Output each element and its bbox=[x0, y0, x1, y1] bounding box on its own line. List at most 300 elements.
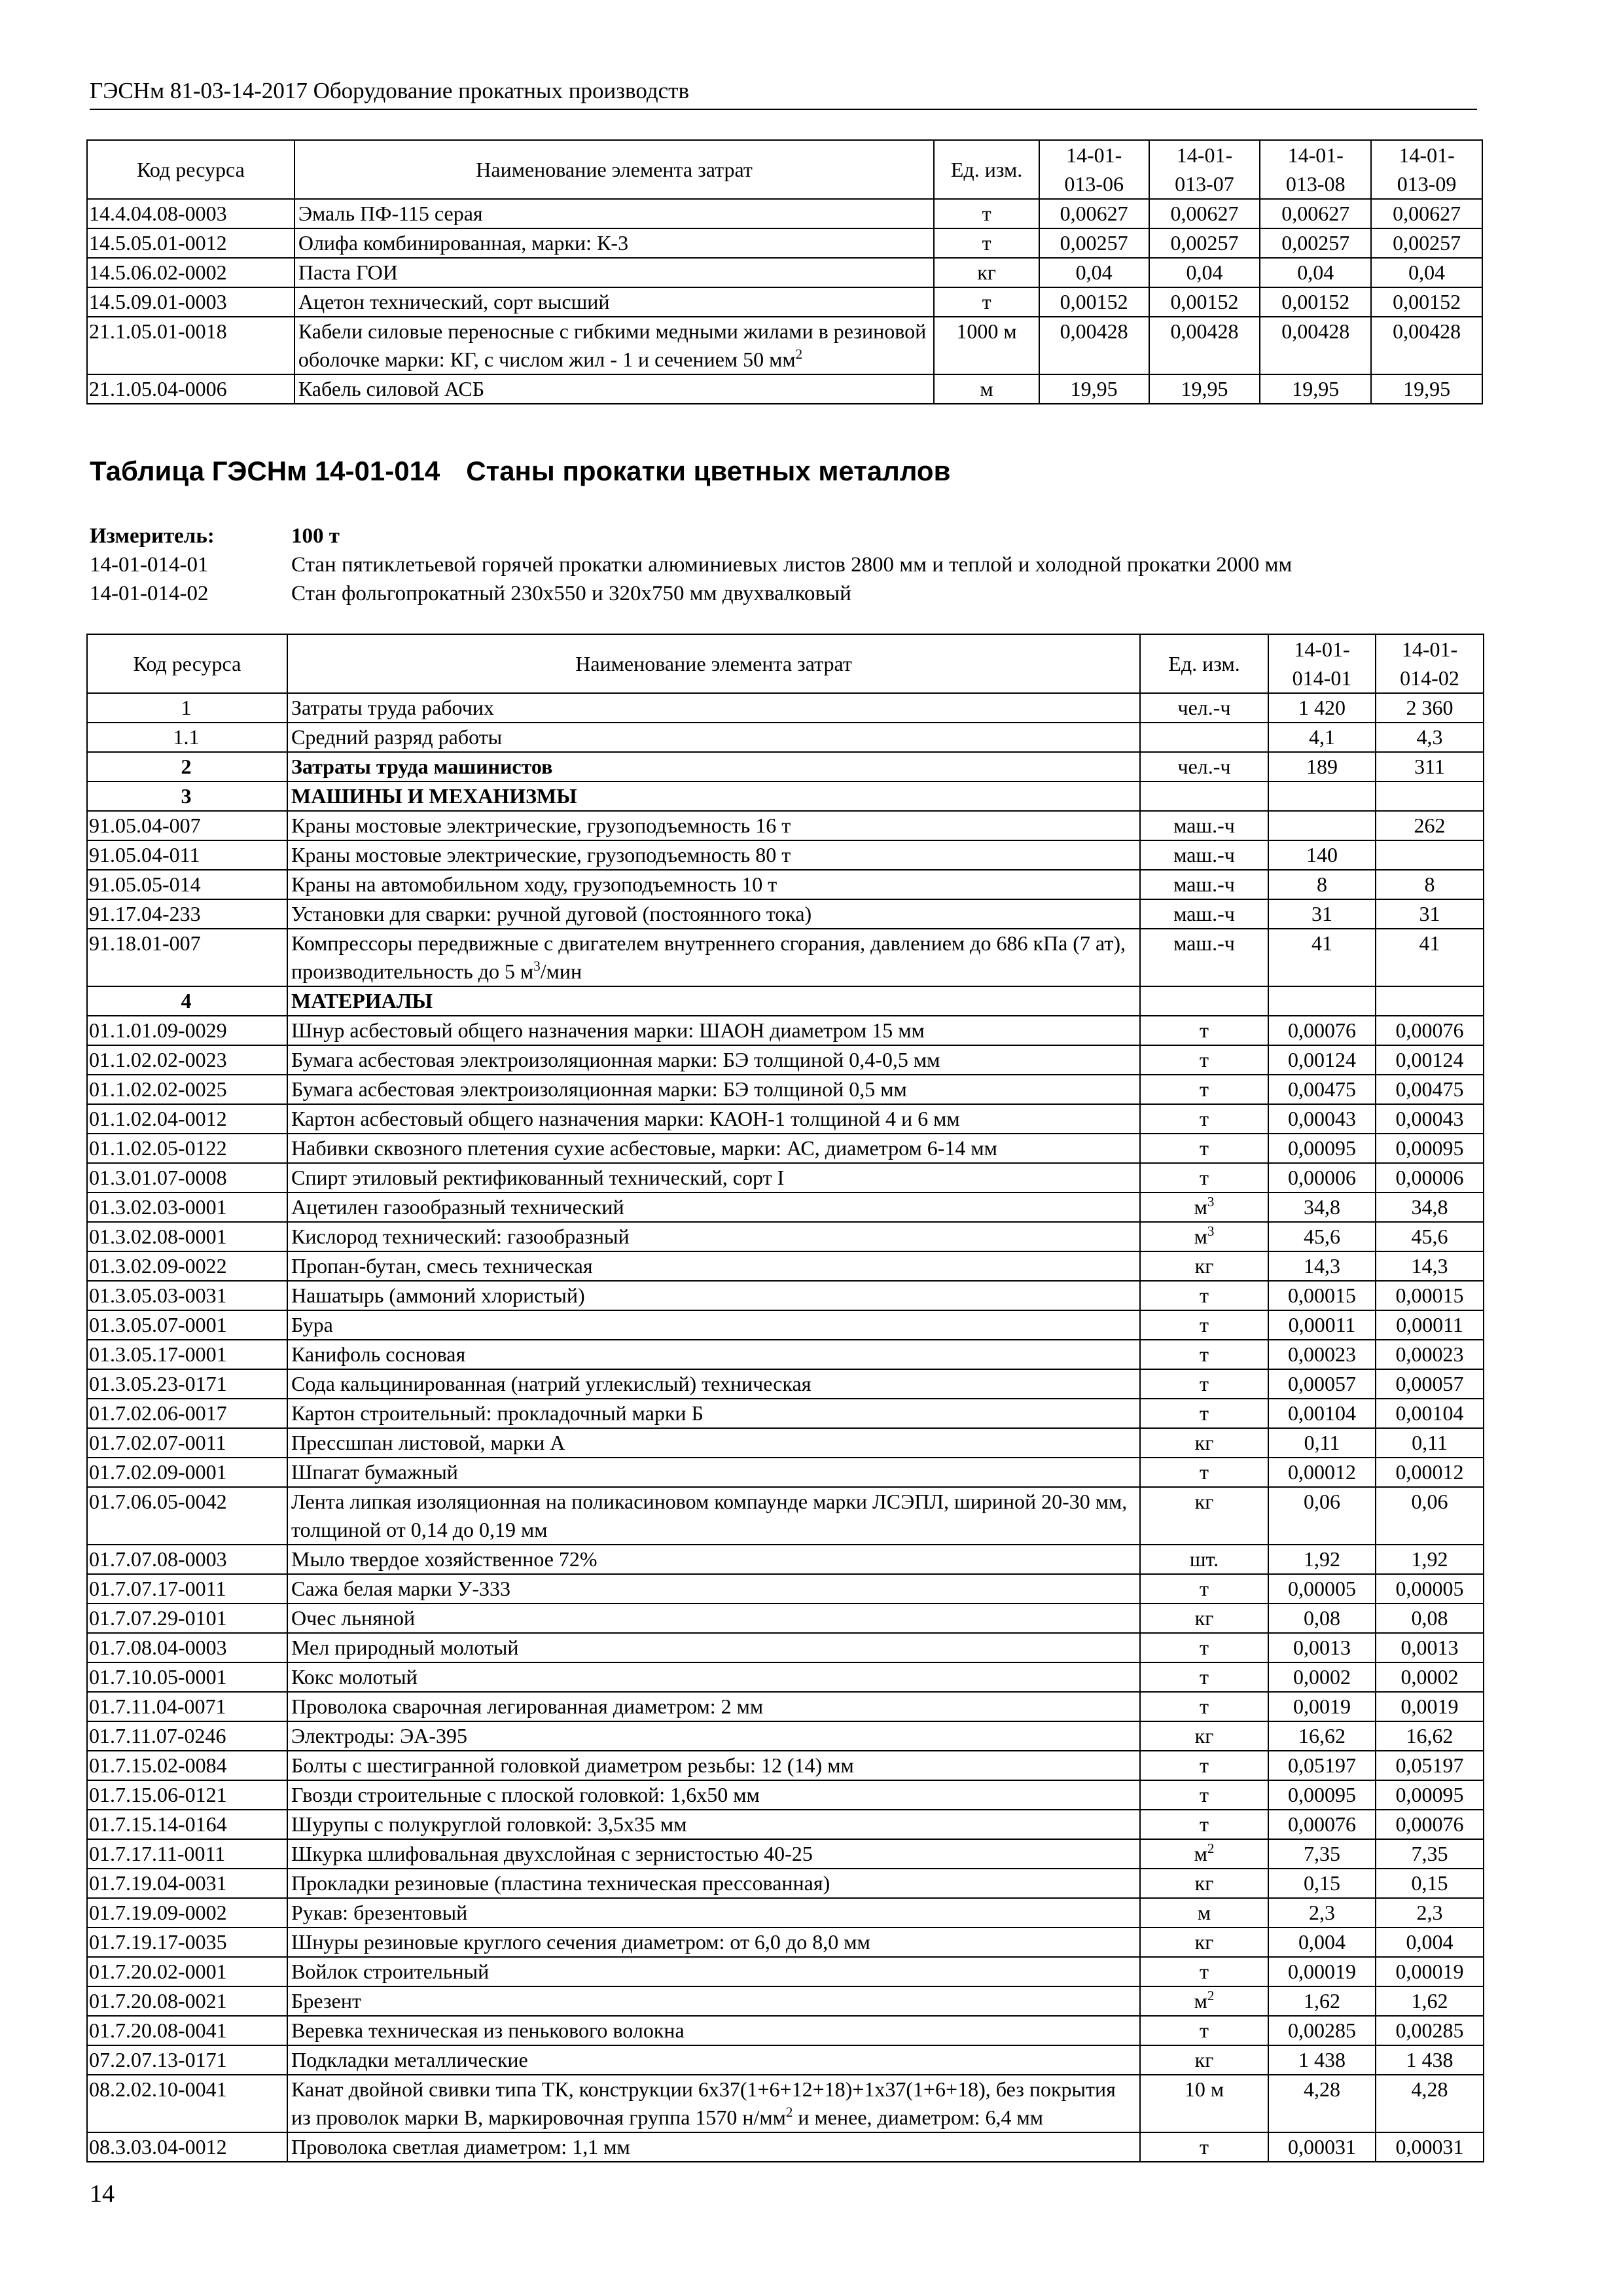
resource-code: 01.7.02.06-0017 bbox=[87, 1399, 287, 1428]
resource-value: 0,004 bbox=[1268, 1928, 1376, 1957]
resource-name: Краны мостовые электрические, грузоподъемность 80 т bbox=[287, 840, 1140, 870]
resource-code: 01.1.02.02-0025 bbox=[87, 1075, 287, 1104]
table-row bbox=[87, 1928, 1484, 1957]
resource-unit: т bbox=[1140, 1692, 1268, 1721]
table-row bbox=[87, 899, 1484, 929]
resource-value: 0,00095 bbox=[1268, 1780, 1376, 1810]
resource-unit: $м^2$ bbox=[1140, 1839, 1268, 1869]
table-row bbox=[87, 723, 1484, 752]
header-code: Код ресурса bbox=[87, 634, 287, 693]
resource-unit bbox=[1140, 723, 1268, 752]
resource-value: 0,004 bbox=[1376, 1928, 1484, 1957]
resource-value: 45,6 bbox=[1268, 1222, 1376, 1251]
resource-unit: т bbox=[1140, 1310, 1268, 1340]
resource-unit: т bbox=[1140, 1633, 1268, 1662]
table-row bbox=[87, 2016, 1484, 2045]
resource-name: Прокладки резиновые (пластина техническая прессованная) bbox=[287, 1869, 1140, 1898]
resource-value: 1 420 bbox=[1268, 693, 1376, 723]
resource-value: 1,92 bbox=[1376, 1545, 1484, 1574]
resource-code: 01.3.01.07-0008 bbox=[87, 1163, 287, 1193]
resource-name: Бура bbox=[287, 1310, 1140, 1340]
resource-value: 1 438 bbox=[1376, 2045, 1484, 2075]
resource-value: 4,3 bbox=[1376, 723, 1484, 752]
resource-value: 4,28 bbox=[1268, 2075, 1376, 2132]
resource-unit: $м^3$ bbox=[1140, 1222, 1268, 1251]
resource-value: 41 bbox=[1268, 929, 1376, 986]
variant-text: Стан фольгопрокатный 230х550 и 320х750 мм двухвалковый bbox=[291, 582, 851, 605]
resource-name: Лента липкая изоляционная на поликасиновом компаунде марки ЛСЭПЛ, шириной 20-30 мм, толщиной от 0,14 до 0,19 мм bbox=[287, 1487, 1140, 1545]
resource-code: 14.5.09.01-0003 bbox=[87, 287, 294, 317]
resource-value: 0,04 bbox=[1371, 258, 1482, 287]
table-row bbox=[87, 1281, 1484, 1310]
resource-value: 0,00428 bbox=[1260, 317, 1371, 374]
resource-code: 01.7.15.06-0121 bbox=[87, 1780, 287, 1810]
resource-value: 2 360 bbox=[1376, 693, 1484, 723]
resource-unit bbox=[1140, 781, 1268, 811]
resource-value: 0,00023 bbox=[1376, 1340, 1484, 1369]
resource-value: 4,1 bbox=[1268, 723, 1376, 752]
table-row bbox=[87, 1428, 1484, 1458]
resource-value: 19,95 bbox=[1260, 374, 1371, 404]
resource-unit: т bbox=[1140, 1340, 1268, 1369]
resource-value: 0,06 bbox=[1268, 1487, 1376, 1545]
resource-name: Гвозди строительные с плоской головкой: 1,6х50 мм bbox=[287, 1780, 1140, 1810]
resource-code: 01.7.15.14-0164 bbox=[87, 1810, 287, 1839]
resource-name: Войлок строительный bbox=[287, 1957, 1140, 1986]
variant-code: 14-01-014-02 bbox=[90, 582, 209, 605]
table-body bbox=[87, 199, 1482, 404]
table-row bbox=[87, 2132, 1484, 2162]
resource-name: Проволока сварочная легированная диаметром: 2 мм bbox=[287, 1692, 1140, 1721]
resource-unit: т bbox=[1140, 2132, 1268, 2162]
resource-unit: т bbox=[1140, 1810, 1268, 1839]
resource-name: Сажа белая марки У-333 bbox=[287, 1574, 1140, 1604]
resource-value: 1,62 bbox=[1268, 1986, 1376, 2016]
resource-value bbox=[1268, 781, 1376, 811]
resource-name: Спирт этиловый ректификованный технический, сорт I bbox=[287, 1163, 1140, 1193]
resource-unit: т bbox=[1140, 1458, 1268, 1487]
table-row bbox=[87, 1986, 1484, 2016]
resource-code: 01.1.02.05-0122 bbox=[87, 1134, 287, 1163]
resource-value: 0,08 bbox=[1376, 1604, 1484, 1633]
table-row bbox=[87, 1075, 1484, 1104]
resource-value: 0,00257 bbox=[1371, 228, 1482, 258]
resource-value: 0,15 bbox=[1268, 1869, 1376, 1898]
resource-value: 0,00627 bbox=[1260, 199, 1371, 228]
resource-value: 0,0019 bbox=[1268, 1692, 1376, 1721]
table-row bbox=[87, 1251, 1484, 1281]
table-title-label: Таблица ГЭСНм 14-01-014 bbox=[90, 456, 440, 486]
resource-value: 0,00257 bbox=[1260, 228, 1371, 258]
resource-value: 0,00031 bbox=[1376, 2132, 1484, 2162]
resource-code: 1 bbox=[87, 693, 287, 723]
table-row bbox=[87, 752, 1484, 781]
resource-unit: т bbox=[1140, 1134, 1268, 1163]
resource-code: 91.05.04-007 bbox=[87, 811, 287, 840]
resource-unit: маш.-ч bbox=[1140, 899, 1268, 929]
measure-block bbox=[90, 522, 1292, 608]
resource-value: 0,11 bbox=[1376, 1428, 1484, 1458]
resource-name: Мел природный молотый bbox=[287, 1633, 1140, 1662]
resource-value: 16,62 bbox=[1268, 1721, 1376, 1751]
resource-name: Установки для сварки: ручной дуговой (постоянного тока) bbox=[287, 899, 1140, 929]
resource-value: 0,0013 bbox=[1376, 1633, 1484, 1662]
resource-value: 34,8 bbox=[1376, 1193, 1484, 1222]
table-row bbox=[87, 929, 1484, 986]
resource-value bbox=[1376, 840, 1484, 870]
table-row bbox=[87, 1134, 1484, 1163]
resource-value: 19,95 bbox=[1039, 374, 1149, 404]
resource-value: 8 bbox=[1268, 870, 1376, 899]
resource-value: 0,00076 bbox=[1268, 1016, 1376, 1045]
table-row bbox=[87, 1310, 1484, 1340]
table-row bbox=[87, 1222, 1484, 1251]
resource-code: 4 bbox=[87, 986, 287, 1016]
resource-unit: кг bbox=[1140, 1428, 1268, 1458]
resource-unit: кг bbox=[1140, 2045, 1268, 2075]
resource-unit: маш.-ч bbox=[1140, 840, 1268, 870]
resource-value: 0,00095 bbox=[1376, 1134, 1484, 1163]
resource-unit: т bbox=[1140, 1075, 1268, 1104]
resource-code: 01.7.07.29-0101 bbox=[87, 1604, 287, 1633]
resource-name: Электроды: ЭА-395 bbox=[287, 1721, 1140, 1751]
resource-code: 2 bbox=[87, 752, 287, 781]
resource-code: 01.3.05.03-0031 bbox=[87, 1281, 287, 1310]
resource-code: 01.7.11.04-0071 bbox=[87, 1692, 287, 1721]
resource-value: 0,00031 bbox=[1268, 2132, 1376, 2162]
resource-value: 0,00124 bbox=[1376, 1045, 1484, 1075]
resource-unit: м bbox=[934, 374, 1039, 404]
resource-unit: м bbox=[1140, 1898, 1268, 1928]
resource-code: 01.7.07.17-0011 bbox=[87, 1574, 287, 1604]
header-name: Наименование элемента затрат bbox=[294, 140, 934, 199]
resource-name: Брезент bbox=[287, 1986, 1140, 2016]
resource-value: 0,00627 bbox=[1371, 199, 1482, 228]
resource-value: 0,00057 bbox=[1376, 1369, 1484, 1399]
resource-value: 0,0013 bbox=[1268, 1633, 1376, 1662]
resource-unit: $м^3$ bbox=[1140, 1193, 1268, 1222]
resource-name: Паста ГОИ bbox=[294, 258, 934, 287]
resource-name: Канат двойной свивки типа ТК, конструкции 6х37(1+6+12+18)+1х37(1+6+18), без покрытия из проволок марки В, маркировочная группа 1570 $н/мм^2$ и менее, диаметром: 6,4 мм bbox=[287, 2075, 1140, 2132]
resource-value: 0,05197 bbox=[1268, 1751, 1376, 1780]
resource-unit: кг bbox=[1140, 1928, 1268, 1957]
table-row bbox=[87, 1898, 1484, 1928]
resource-value: 0,00023 bbox=[1268, 1340, 1376, 1369]
resource-name: Ацетилен газообразный технический bbox=[287, 1193, 1140, 1222]
table-row bbox=[87, 1869, 1484, 1898]
resource-value: 0,00475 bbox=[1376, 1075, 1484, 1104]
resource-code: 01.3.02.03-0001 bbox=[87, 1193, 287, 1222]
table-row bbox=[87, 199, 1482, 228]
resource-value: 31 bbox=[1376, 899, 1484, 929]
variant-text: Стан пятиклетьевой горячей прокатки алюминиевых листов 2800 мм и теплой и холодной прокатки 2000 мм bbox=[291, 553, 1293, 577]
resource-value: 0,00257 bbox=[1149, 228, 1260, 258]
resource-name: Сода кальцинированная (натрий углекислый) техническая bbox=[287, 1369, 1140, 1399]
resource-unit: кг bbox=[1140, 1251, 1268, 1281]
resource-name: Очес льняной bbox=[287, 1604, 1140, 1633]
resource-name: Шкурка шлифовальная двухслойная с зернистостью 40-25 bbox=[287, 1839, 1140, 1869]
resource-unit: т bbox=[934, 287, 1039, 317]
table-header-row bbox=[87, 140, 1482, 199]
resource-code: 01.1.02.04-0012 bbox=[87, 1104, 287, 1134]
resource-value: 0,00043 bbox=[1268, 1104, 1376, 1134]
table-row bbox=[87, 840, 1484, 870]
resource-name: Картон строительный: прокладочный марки Б bbox=[287, 1399, 1140, 1428]
resource-code: 01.7.07.08-0003 bbox=[87, 1545, 287, 1574]
table-title bbox=[90, 454, 950, 488]
resource-value: 0,0002 bbox=[1268, 1662, 1376, 1692]
resource-code: 01.3.05.17-0001 bbox=[87, 1340, 287, 1369]
resource-code: 01.7.10.05-0001 bbox=[87, 1662, 287, 1692]
resource-value: 2,3 bbox=[1376, 1898, 1484, 1928]
table-row bbox=[87, 1458, 1484, 1487]
resource-code: 91.18.01-007 bbox=[87, 929, 287, 986]
resource-value: 0,00006 bbox=[1268, 1163, 1376, 1193]
resource-name: Шурупы с полукруглой головкой: 3,5х35 мм bbox=[287, 1810, 1140, 1839]
resource-code: 01.7.19.17-0035 bbox=[87, 1928, 287, 1957]
resource-unit: чел.-ч bbox=[1140, 693, 1268, 723]
resource-code: 14.5.06.02-0002 bbox=[87, 258, 294, 287]
resource-name: Болты с шестигранной головкой диаметром резьбы: 12 (14) мм bbox=[287, 1751, 1140, 1780]
resource-name: Шнур асбестовый общего назначения марки: ШАОН диаметром 15 мм bbox=[287, 1016, 1140, 1045]
resource-value: 0,00124 bbox=[1268, 1045, 1376, 1075]
resource-code: 01.7.06.05-0042 bbox=[87, 1487, 287, 1545]
header-col: 14-01- 013-06 bbox=[1039, 140, 1149, 199]
resource-name: Нашатырь (аммоний хлористый) bbox=[287, 1281, 1140, 1310]
table-row bbox=[87, 1104, 1484, 1134]
resource-value: 0,00285 bbox=[1268, 2016, 1376, 2045]
resource-value: 0,00095 bbox=[1376, 1780, 1484, 1810]
resource-unit: т bbox=[1140, 1662, 1268, 1692]
resource-unit bbox=[1140, 986, 1268, 1016]
measure-value: 100 т bbox=[291, 524, 340, 548]
resource-unit: т bbox=[1140, 1574, 1268, 1604]
resource-code: 21.1.05.01-0018 bbox=[87, 317, 294, 374]
resource-unit: кг bbox=[934, 258, 1039, 287]
resource-value: 1 438 bbox=[1268, 2045, 1376, 2075]
resource-unit: кг bbox=[1140, 1604, 1268, 1633]
resource-value: 0,04 bbox=[1149, 258, 1260, 287]
resource-value: 311 bbox=[1376, 752, 1484, 781]
resource-code: 91.17.04-233 bbox=[87, 899, 287, 929]
header-col: 14-01- 013-09 bbox=[1371, 140, 1482, 199]
resource-unit: т bbox=[1140, 1045, 1268, 1075]
table-row bbox=[87, 1662, 1484, 1692]
table-row bbox=[87, 2045, 1484, 2075]
resource-value: 16,62 bbox=[1376, 1721, 1484, 1751]
resource-value: 0,11 bbox=[1268, 1428, 1376, 1458]
table-row bbox=[87, 1193, 1484, 1222]
resource-code: 14.4.04.08-0003 bbox=[87, 199, 294, 228]
table-row bbox=[87, 1574, 1484, 1604]
resource-unit: т bbox=[1140, 1163, 1268, 1193]
resource-value: 0,00104 bbox=[1268, 1399, 1376, 1428]
resource-name: Ацетон технический, сорт высший bbox=[294, 287, 934, 317]
resource-value: 0,00015 bbox=[1376, 1281, 1484, 1310]
resource-value: 0,00012 bbox=[1268, 1458, 1376, 1487]
resource-name: Олифа комбинированная, марки: К-3 bbox=[294, 228, 934, 258]
resource-name: Шпагат бумажный bbox=[287, 1458, 1140, 1487]
table-row bbox=[87, 781, 1484, 811]
resource-code: 01.3.05.23-0171 bbox=[87, 1369, 287, 1399]
resource-value: 0,00152 bbox=[1149, 287, 1260, 317]
resource-name: Краны на автомобильном ходу, грузоподъемность 10 т bbox=[287, 870, 1140, 899]
resource-code: 07.2.07.13-0171 bbox=[87, 2045, 287, 2075]
resource-code: 01.3.02.09-0022 bbox=[87, 1251, 287, 1281]
resource-unit: 1000 м bbox=[934, 317, 1039, 374]
table-title-name: Станы прокатки цветных металлов bbox=[466, 456, 951, 486]
resource-unit: кг bbox=[1140, 1869, 1268, 1898]
table-row bbox=[87, 1399, 1484, 1428]
resource-value: 189 bbox=[1268, 752, 1376, 781]
resource-unit: маш.-ч bbox=[1140, 870, 1268, 899]
resource-code: 01.1.01.09-0029 bbox=[87, 1016, 287, 1045]
resource-code: 01.7.11.07-0246 bbox=[87, 1721, 287, 1751]
resource-value: 0,00627 bbox=[1039, 199, 1149, 228]
resource-code: 01.7.20.02-0001 bbox=[87, 1957, 287, 1986]
resource-code: 01.7.02.07-0011 bbox=[87, 1428, 287, 1458]
resource-value: 0,00152 bbox=[1260, 287, 1371, 317]
resource-name: Бумага асбестовая электроизоляционная марки: БЭ толщиной 0,5 мм bbox=[287, 1075, 1140, 1104]
resource-value: 0,04 bbox=[1260, 258, 1371, 287]
resource-name: Затраты труда машинистов bbox=[287, 752, 1140, 781]
resource-value: 7,35 bbox=[1268, 1839, 1376, 1869]
resource-code: 08.3.03.04-0012 bbox=[87, 2132, 287, 2162]
resource-name: Рукав: брезентовый bbox=[287, 1898, 1140, 1928]
header-col: 14-01- 014-02 bbox=[1376, 634, 1484, 693]
header-code: Код ресурса bbox=[87, 140, 294, 199]
resource-code: 01.7.15.02-0084 bbox=[87, 1751, 287, 1780]
header-unit: Ед. изм. bbox=[1140, 634, 1268, 693]
header-col: 14-01- 014-01 bbox=[1268, 634, 1376, 693]
resource-value: 0,00005 bbox=[1268, 1574, 1376, 1604]
header-name: Наименование элемента затрат bbox=[287, 634, 1140, 693]
resource-name: МАТЕРИАЛЫ bbox=[287, 986, 1140, 1016]
resource-unit: т bbox=[1140, 1369, 1268, 1399]
resource-name: Кокс молотый bbox=[287, 1662, 1140, 1692]
resource-unit: т bbox=[1140, 1399, 1268, 1428]
resource-value bbox=[1376, 781, 1484, 811]
table-row bbox=[87, 870, 1484, 899]
resource-unit: маш.-ч bbox=[1140, 811, 1268, 840]
resource-value: 7,35 bbox=[1376, 1839, 1484, 1869]
resource-unit: 10 м bbox=[1140, 2075, 1268, 2132]
resource-value: 45,6 bbox=[1376, 1222, 1484, 1251]
resource-name: Набивки сквозного плетения сухие асбестовые, марки: АС, диаметром 6-14 мм bbox=[287, 1134, 1140, 1163]
resource-value: 0,00011 bbox=[1376, 1310, 1484, 1340]
resource-unit: т bbox=[1140, 1016, 1268, 1045]
resource-value: 19,95 bbox=[1149, 374, 1260, 404]
table-row bbox=[87, 1692, 1484, 1721]
table-body bbox=[87, 693, 1484, 2162]
resource-value: 0,00019 bbox=[1268, 1957, 1376, 1986]
resource-value: 34,8 bbox=[1268, 1193, 1376, 1222]
resource-unit: т bbox=[934, 199, 1039, 228]
resource-value: 0,00257 bbox=[1039, 228, 1149, 258]
resource-value: 0,00076 bbox=[1268, 1810, 1376, 1839]
table-row bbox=[87, 1633, 1484, 1662]
resource-value: 0,06 bbox=[1376, 1487, 1484, 1545]
resource-name: Краны мостовые электрические, грузоподъемность 16 т bbox=[287, 811, 1140, 840]
resource-unit: чел.-ч bbox=[1140, 752, 1268, 781]
resource-value: 0,00019 bbox=[1376, 1957, 1484, 1986]
table-row bbox=[87, 1839, 1484, 1869]
resource-code: 21.1.05.04-0006 bbox=[87, 374, 294, 404]
resource-value: 1,92 bbox=[1268, 1545, 1376, 1574]
resource-value bbox=[1268, 986, 1376, 1016]
resource-value: 0,00006 bbox=[1376, 1163, 1484, 1193]
resource-value: 0,0002 bbox=[1376, 1662, 1484, 1692]
table-row bbox=[87, 287, 1482, 317]
page-header: ГЭСНм 81-03-14-2017 Оборудование прокатных производств bbox=[90, 77, 1477, 110]
table-row bbox=[87, 2075, 1484, 2132]
resource-value: 0,00012 bbox=[1376, 1458, 1484, 1487]
resource-value: 0,00428 bbox=[1039, 317, 1149, 374]
resource-value: 0,00043 bbox=[1376, 1104, 1484, 1134]
table-row bbox=[87, 1780, 1484, 1810]
resource-code: 01.3.05.07-0001 bbox=[87, 1310, 287, 1340]
resource-value: 0,04 bbox=[1039, 258, 1149, 287]
resource-name: Проволока светлая диаметром: 1,1 мм bbox=[287, 2132, 1140, 2162]
table-row bbox=[87, 317, 1482, 374]
table-row bbox=[87, 693, 1484, 723]
resource-code: 01.7.19.04-0031 bbox=[87, 1869, 287, 1898]
table-row bbox=[87, 1721, 1484, 1751]
resource-code: 1.1 bbox=[87, 723, 287, 752]
resource-value: 0,00152 bbox=[1039, 287, 1149, 317]
resource-value: 0,00627 bbox=[1149, 199, 1260, 228]
resource-name: Подкладки металлические bbox=[287, 2045, 1140, 2075]
table-row bbox=[87, 1045, 1484, 1075]
measure-label: Измеритель: bbox=[90, 524, 215, 548]
resource-name: Затраты труда рабочих bbox=[287, 693, 1140, 723]
resource-value bbox=[1268, 811, 1376, 840]
resource-name: Компрессоры передвижные с двигателем внутреннего сгорания, давлением до 686 кПа (7 ат), производительность до 5 $м^3$/мин bbox=[287, 929, 1140, 986]
resource-value: 4,28 bbox=[1376, 2075, 1484, 2132]
resource-unit: т bbox=[1140, 1104, 1268, 1134]
resource-value: 0,00015 bbox=[1268, 1281, 1376, 1310]
table-row bbox=[87, 374, 1482, 404]
resource-value: 8 bbox=[1376, 870, 1484, 899]
resource-code: 01.1.02.02-0023 bbox=[87, 1045, 287, 1075]
resources-table-014 bbox=[86, 634, 1484, 2162]
table-row bbox=[87, 228, 1482, 258]
resource-name: Картон асбестовый общего назначения марки: КАОН-1 толщиной 4 и 6 мм bbox=[287, 1104, 1140, 1134]
resource-unit: маш.-ч bbox=[1140, 929, 1268, 986]
resource-unit: кг bbox=[1140, 1487, 1268, 1545]
resource-code: 01.3.02.08-0001 bbox=[87, 1222, 287, 1251]
resource-unit: т bbox=[1140, 1957, 1268, 1986]
resource-name: Шнуры резиновые круглого сечения диаметром: от 6,0 до 8,0 мм bbox=[287, 1928, 1140, 1957]
resource-value: 2,3 bbox=[1268, 1898, 1376, 1928]
table-row bbox=[87, 1810, 1484, 1839]
resource-unit: т bbox=[1140, 1780, 1268, 1810]
resource-name: Эмаль ПФ-115 серая bbox=[294, 199, 934, 228]
resource-value: 0,00076 bbox=[1376, 1810, 1484, 1839]
resource-value: 262 bbox=[1376, 811, 1484, 840]
resource-name: Бумага асбестовая электроизоляционная марки: БЭ толщиной 0,4-0,5 мм bbox=[287, 1045, 1140, 1075]
resource-unit: кг bbox=[1140, 1721, 1268, 1751]
table-row bbox=[87, 1957, 1484, 1986]
resource-value: 0,00285 bbox=[1376, 2016, 1484, 2045]
resource-value: 0,00076 bbox=[1376, 1016, 1484, 1045]
resource-name: Канифоль сосновая bbox=[287, 1340, 1140, 1369]
table-row bbox=[87, 1340, 1484, 1369]
resource-code: 01.7.02.09-0001 bbox=[87, 1458, 287, 1487]
resource-name: Средний разряд работы bbox=[287, 723, 1140, 752]
resource-code: 3 bbox=[87, 781, 287, 811]
resource-value: 31 bbox=[1268, 899, 1376, 929]
